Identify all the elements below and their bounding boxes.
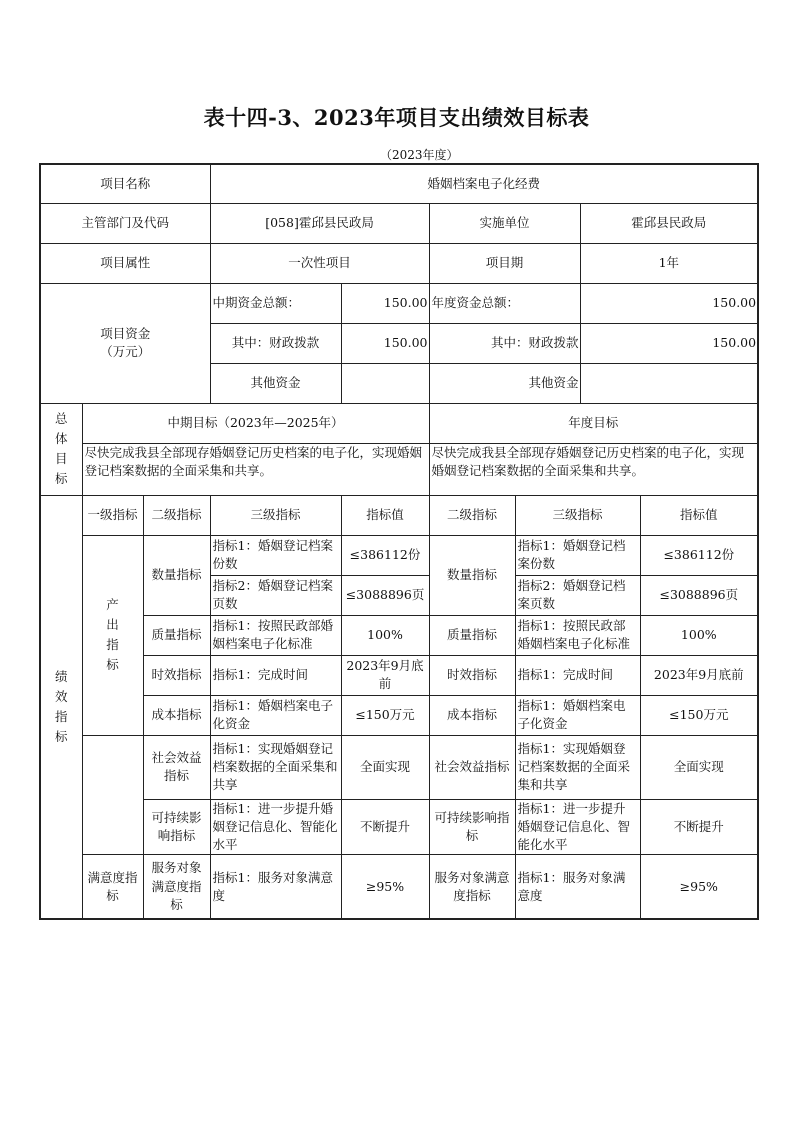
l2: 时效指标 bbox=[143, 655, 210, 695]
year-value: ≥95% bbox=[640, 854, 758, 919]
year-value: ≤386112份 bbox=[640, 535, 758, 575]
mid-other bbox=[341, 363, 429, 403]
l3: 指标1：婚姻登记档案份数 bbox=[210, 535, 341, 575]
value: ≤386112份 bbox=[341, 535, 429, 575]
year-goal-label: 年度目标 bbox=[429, 403, 758, 443]
attr: 一次性项目 bbox=[210, 243, 429, 283]
year-l2: 成本指标 bbox=[429, 695, 515, 735]
header-l1: 一级指标 bbox=[82, 495, 143, 535]
value: ≤150万元 bbox=[341, 695, 429, 735]
table-row bbox=[40, 799, 758, 854]
mid-goal-text: 尽快完成我县全部现存婚姻登记历史档案的电子化，实现婚姻登记档案数据的全面采集和共享。 bbox=[82, 443, 429, 495]
dept: [058]霍邱县民政局 bbox=[210, 203, 429, 243]
perf-label: 绩效指标 bbox=[40, 495, 82, 919]
goals-label: 总体目标 bbox=[40, 403, 82, 495]
l2: 社会效益指标 bbox=[143, 735, 210, 799]
year-total: 150.00 bbox=[580, 283, 758, 323]
year-other bbox=[580, 363, 758, 403]
table-row bbox=[40, 735, 758, 799]
year-fiscal: 150.00 bbox=[580, 323, 758, 363]
year-l3: 指标1：完成时间 bbox=[515, 655, 640, 695]
funds-label-text: 项目资金 bbox=[100, 325, 151, 341]
header-year-value: 指标值 bbox=[640, 495, 758, 535]
project-name-label: 项目名称 bbox=[40, 164, 210, 203]
year-other-label: 其他资金 bbox=[429, 363, 580, 403]
impl-label: 实施单位 bbox=[429, 203, 580, 243]
impl: 霍邱县民政局 bbox=[580, 203, 758, 243]
value: 100% bbox=[341, 615, 429, 655]
year-l3: 指标1：服务对象满意度 bbox=[515, 854, 640, 919]
page-title: 表十四-3、2023年项目支出绩效目标表 bbox=[203, 105, 590, 130]
year-l3: 指标1：实现婚姻登记档案数据的全面采集和共享 bbox=[515, 735, 640, 799]
mid-fiscal: 150.00 bbox=[341, 323, 429, 363]
funds-label bbox=[40, 283, 210, 403]
year-value: ≤3088896页 bbox=[640, 575, 758, 615]
year-value: 不断提升 bbox=[640, 799, 758, 854]
attr-label: 项目属性 bbox=[40, 243, 210, 283]
value: ≤3088896页 bbox=[341, 575, 429, 615]
year-label: （2023年度） bbox=[380, 148, 459, 162]
l3: 指标1：实现婚姻登记档案数据的全面采集和共享 bbox=[210, 735, 341, 799]
mid-total: 150.00 bbox=[341, 283, 429, 323]
l3: 指标1：按照民政部婚姻档案电子化标准 bbox=[210, 615, 341, 655]
table-row bbox=[40, 615, 758, 655]
l3: 指标1：进一步提升婚姻登记信息化、智能化水平 bbox=[210, 799, 341, 854]
mid-total-label: 中期资金总额： bbox=[210, 283, 341, 323]
year-goal-text: 尽快完成我县全部现存婚姻登记历史档案的电子化，实现婚姻登记档案数据的全面采集和共享。 bbox=[429, 443, 758, 495]
satisfaction-label: 满意度指标 bbox=[82, 854, 143, 919]
year-l3: 指标1：进一步提升婚姻登记信息化、智能化水平 bbox=[515, 799, 640, 854]
year-value: 全面实现 bbox=[640, 735, 758, 799]
year-l2: 时效指标 bbox=[429, 655, 515, 695]
l3: 指标1：完成时间 bbox=[210, 655, 341, 695]
header-year-l2: 二级指标 bbox=[429, 495, 515, 535]
l2: 数量指标 bbox=[143, 535, 210, 615]
period: 1年 bbox=[580, 243, 758, 283]
l3: 指标1：服务对象满意度 bbox=[210, 854, 341, 919]
benefit-label bbox=[82, 735, 143, 854]
year-value: 2023年9月底前 bbox=[640, 655, 758, 695]
value: 全面实现 bbox=[341, 735, 429, 799]
year-l2: 可持续影响指标 bbox=[429, 799, 515, 854]
year-l3: 指标2：婚姻登记档案页数 bbox=[515, 575, 640, 615]
table-row bbox=[40, 535, 758, 575]
l3: 指标2：婚姻登记档案页数 bbox=[210, 575, 341, 615]
year-l2: 服务对象满意度指标 bbox=[429, 854, 515, 919]
value: 不断提升 bbox=[341, 799, 429, 854]
header-l3: 三级指标 bbox=[210, 495, 341, 535]
mid-fiscal-label: 其中：财政拨款 bbox=[210, 323, 341, 363]
mid-goal-label: 中期目标（2023年—2025年） bbox=[82, 403, 429, 443]
year-value: 100% bbox=[640, 615, 758, 655]
l2: 质量指标 bbox=[143, 615, 210, 655]
year-l2: 社会效益指标 bbox=[429, 735, 515, 799]
dept-label: 主管部门及代码 bbox=[40, 203, 210, 243]
period-label: 项目期 bbox=[429, 243, 580, 283]
year-l2: 数量指标 bbox=[429, 535, 515, 615]
table-row bbox=[40, 655, 758, 695]
header-value: 指标值 bbox=[341, 495, 429, 535]
table-row bbox=[40, 695, 758, 735]
year-total-label: 年度资金总额： bbox=[429, 283, 580, 323]
year-fiscal-label: 其中：财政拨款 bbox=[429, 323, 580, 363]
value: ≥95% bbox=[341, 854, 429, 919]
project-name: 婚姻档案电子化经费 bbox=[210, 164, 758, 203]
mid-other-label: 其他资金 bbox=[210, 363, 341, 403]
l2: 成本指标 bbox=[143, 695, 210, 735]
year-l3: 指标1：婚姻登记档案份数 bbox=[515, 535, 640, 575]
year-value: ≤150万元 bbox=[640, 695, 758, 735]
value: 2023年9月底前 bbox=[341, 655, 429, 695]
year-l3: 指标1：按照民政部婚姻档案电子化标准 bbox=[515, 615, 640, 655]
year-l3: 指标1：婚姻档案电子化资金 bbox=[515, 695, 640, 735]
output-label: 产出指标 bbox=[82, 535, 143, 735]
year-l2: 质量指标 bbox=[429, 615, 515, 655]
header-l2: 二级指标 bbox=[143, 495, 210, 535]
funds-unit: （万元） bbox=[100, 344, 151, 359]
header-year-l3: 三级指标 bbox=[515, 495, 640, 535]
l2: 服务对象满意度指标 bbox=[143, 854, 210, 919]
performance-target-table bbox=[39, 163, 759, 920]
l2: 可持续影响指标 bbox=[143, 799, 210, 854]
table-row bbox=[40, 854, 758, 919]
l3: 指标1：婚姻档案电子化资金 bbox=[210, 695, 341, 735]
